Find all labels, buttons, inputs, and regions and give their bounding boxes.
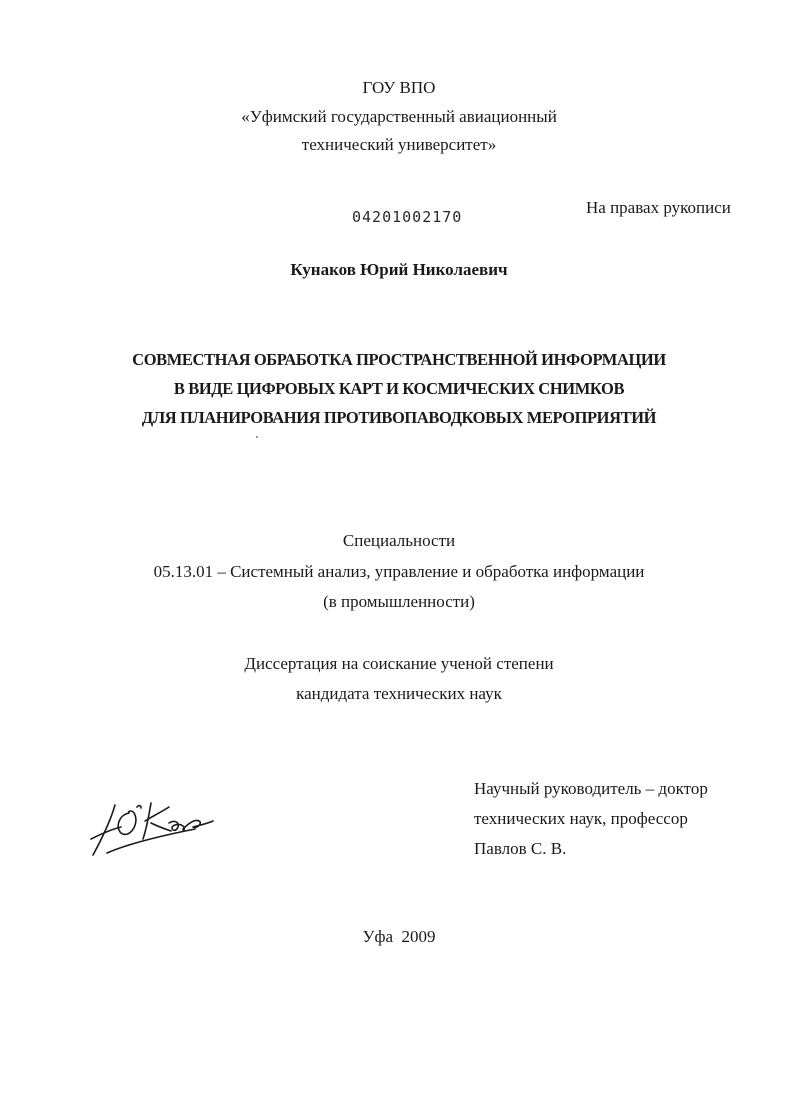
degree-line-1: Диссертация на соискание ученой степени bbox=[244, 654, 554, 673]
registry-code: 04201002170 bbox=[352, 208, 463, 226]
supervisor-block bbox=[474, 774, 708, 864]
organization-type: ГОУ ВПО bbox=[362, 78, 436, 97]
dissertation-title bbox=[0, 345, 798, 432]
specialty-qualifier: (в промышленности) bbox=[323, 592, 475, 611]
specialty-code-line: 05.13.01 – Системный анализ, управление и обработка информации bbox=[153, 562, 645, 581]
author-name: Кунаков Юрий Николаевич bbox=[290, 260, 508, 279]
handwritten-signature bbox=[85, 793, 215, 863]
title-line-3: ДЛЯ ПЛАНИРОВАНИЯ ПРОТИВОПАВОДКОВЫХ МЕРОПРИЯТИЙ bbox=[141, 408, 657, 427]
degree-line-2: кандидата технических наук bbox=[296, 684, 502, 703]
university-name-line-2: технический университет» bbox=[301, 135, 497, 154]
stray-mark bbox=[256, 436, 258, 438]
supervisor-name: Павлов С. В. bbox=[474, 839, 567, 858]
title-line-1: СОВМЕСТНАЯ ОБРАБОТКА ПРОСТРАНСТВЕННОЙ ИНФОРМАЦИИ bbox=[132, 350, 666, 369]
specialty-heading: Специальности bbox=[342, 531, 456, 550]
supervisor-line-2: технических наук, профессор bbox=[474, 809, 688, 828]
city-year: Уфа 2009 bbox=[362, 927, 436, 946]
rights-note: На правах рукописи bbox=[586, 198, 731, 217]
title-line-2: В ВИДЕ ЦИФРОВЫХ КАРТ И КОСМИЧЕСКИХ СНИМКОВ bbox=[173, 379, 625, 398]
supervisor-line-1: Научный руководитель – доктор bbox=[474, 779, 708, 798]
university-name-line-1: «Уфимский государственный авиационный bbox=[241, 107, 557, 126]
